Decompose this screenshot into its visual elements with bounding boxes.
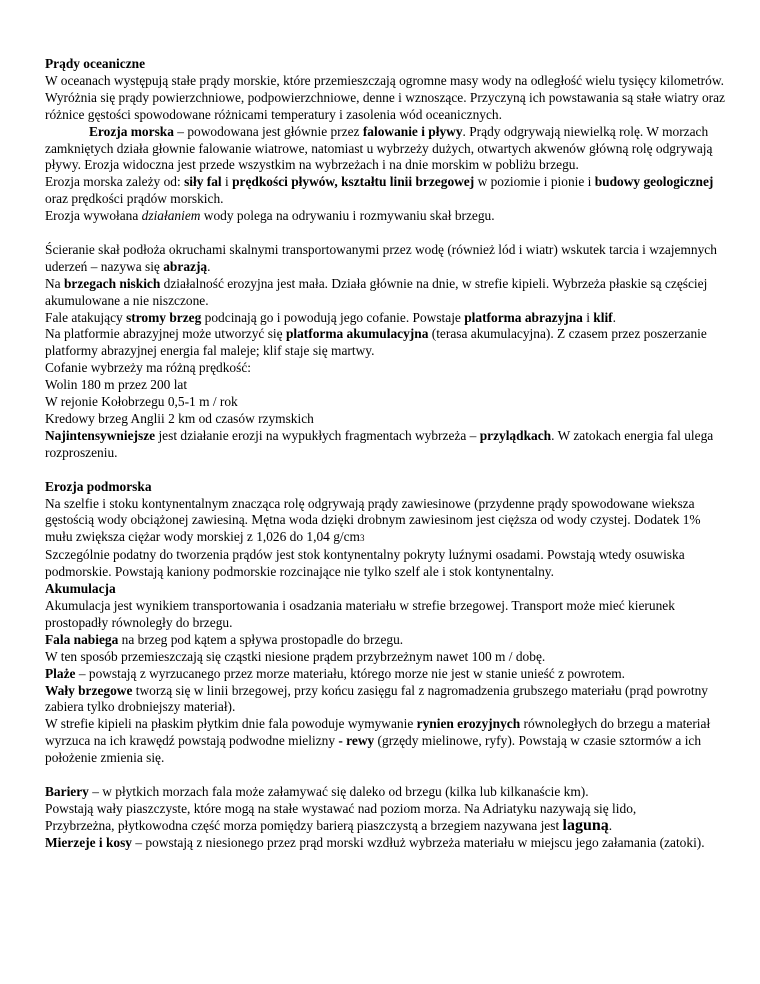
paragraph-surf-zone: W strefie kipieli na płaskim płytkim dnie fala powoduje wymywanie rynien erozyjnych równoległych do brzegu a materiał wyrzuca na ich krawędź powstają podwodne mielizny - rewy (grzędy mielinowe, ryfy). Powstają w czasie sztormów a ich położenie zmienia się. <box>45 716 711 766</box>
paragraph-wave-approach: Fala nabiega na brzeg pod kątem a spływa prostopadle do brzegu. <box>45 631 404 647</box>
paragraph-erosion-action: Erozja wywołana działaniem wody polega na odrywaniu i rozmywaniu skał brzegu. <box>45 208 495 224</box>
heading-submarine-erosion: Erozja podmorska <box>45 478 152 494</box>
paragraph-turbidity-currents: Na szelfie i stoku kontynentalnym znacząca rolę odgrywają prądy zawiesinowe (przydenne prądy spowodowane wieksza gęstością wody obciążonej zawiesiną. Mętna woda dzięki drobnym zawiesinom jest cięższa od wody czystej. Dodatek 1% mułu zwiększa ciężar wody morskiej z 1,026 do 1,04 g/cm3 <box>45 495 701 545</box>
paragraph-capes: Najintensywniejsze jest działanie erozji na wypukłych fragmentach wybrzeża – przylądkach. W zatokach energia fal ulega rozproszeniu. <box>45 427 714 460</box>
paragraph-abrasion: Ścieranie skał podłoża okruchami skalnymi transportowanymi przez wodę (również lód i wiatr) wskutek tarcia i wzajemnych uderzeń – nazywa się abrazją. <box>45 241 717 274</box>
paragraph-erosion-factors: Erozja morska zależy od: siły fal i prędkości pływów, kształtu linii brzegowej w poziomie i pionie i budowy geologicznej oraz prędkości prądów morskich. <box>45 174 714 207</box>
paragraph-retreat-speed: Cofanie wybrzeży ma różną prędkość: <box>45 360 251 376</box>
paragraph-longshore-transport: W ten sposób przemieszczają się cząstki niesione prądem przybrzeżnym nawet 100 m / dobę. <box>45 648 546 664</box>
paragraph-accumulation-platform: Na platformie abrazyjnej może utworzyć się platforma akumulacyjna (terasa akumulacyjna). Z czasem przez poszerzanie platformy abrazyjnej energia fal maleje; klif staje się martwy. <box>45 326 707 359</box>
paragraph-barriers: Bariery – w płytkich morzach fala może załamywać się daleko od brzegu (kilka lub kilkanaście km). <box>45 783 589 799</box>
paragraph-steep-shore: Fale atakujący stromy brzeg podcinają go i powodują jego cofanie. Powstaje platforma abrazyjna i klif. <box>45 309 617 325</box>
heading-ocean-currents: Prądy oceaniczne <box>45 56 146 71</box>
list-item-england: Kredowy brzeg Anglii 2 km od czasów rzymskich <box>45 411 314 427</box>
paragraph-accumulation: Akumulacja jest wynikiem transportowania i osadzania materiału w strefie brzegowej. Transport może mieć kierunek prostopadły równoległy do brzegu. <box>45 597 675 630</box>
paragraph-low-shores: Na brzegach niskich działalność erozyjna jest mała. Działa głównie na dnie, w strefie kipieli. Wybrzeża płaskie są częściej akumulowane a nie niszczone. <box>45 275 708 308</box>
heading-accumulation: Akumulacja <box>45 581 116 597</box>
paragraph-sand-ridges: Powstają wały piaszczyste, które mogą na stałe wystawać nad poziom morza. Na Adriatyku nazywają się lido, <box>45 800 637 816</box>
paragraph-lagoon: Przybrzeżna, płytkowodna część morza pomiędzy barierą piaszczystą a brzegiem nazywana jest laguną. <box>45 816 613 834</box>
paragraph-sea-erosion: Erozja morska – powodowana jest głównie przez falowanie i pływy. Prądy odgrywają niewielką rolę. W morzach zamkniętych działa głownie falowanie wiatrowe, natomiast u wybrzeży dużych, otwartych akwenów główną rolę odgrywają pływy. Erozja widoczna jest przede wszystkim na wybrzeżach i na dnie morskim w pobliżu brzegu. <box>45 123 713 173</box>
list-item-wolin: Wolin 180 m przez 200 lat <box>45 377 188 393</box>
paragraph-ocean-currents: W oceanach występują stałe prądy morskie, które przemieszczają ogromne masy wody na odległość wielu tysięcy kilometrów. Wyróżnia się prądy powierzchniowe, podpowierzchniowe, denne i wznoszące. Przyczyną ich powstawania są stałe wiatry oraz różnice gęstości spowodowane różnicami temperatury i zasolenia wód oceanicznych. <box>45 72 725 122</box>
paragraph-continental-slope: Szczególnie podatny do tworzenia prądów jest stok kontynentalny pokryty luźnymi osadami. Powstają wtedy osuwiska podmorskie. Powstają kaniony podmorskie rozcinające nie tylko szelf ale i stok kontynentalny. <box>45 547 685 580</box>
paragraph-beach-ridges: Wały brzegowe tworzą się w linii brzegowej, przy końcu zasięgu fal z nagromadzenia grubszego materiału (prąd powrotny zabiera tylko drobniejszy materiał). <box>45 682 708 715</box>
paragraph-spits: Mierzeje i kosy – powstają z niesionego przez prąd morski wzdłuż wybrzeża materiału w miejscu jego załamania (zatoki). <box>45 834 705 850</box>
paragraph-beaches: Plaże – powstają z wyrzucanego przez morze materiału, którego morze nie jest w stanie unieść z powrotem. <box>45 665 626 681</box>
list-item-kolobrzeg: W rejonie Kołobrzegu 0,5-1 m / rok <box>45 394 238 410</box>
document-page <box>45 56 725 852</box>
